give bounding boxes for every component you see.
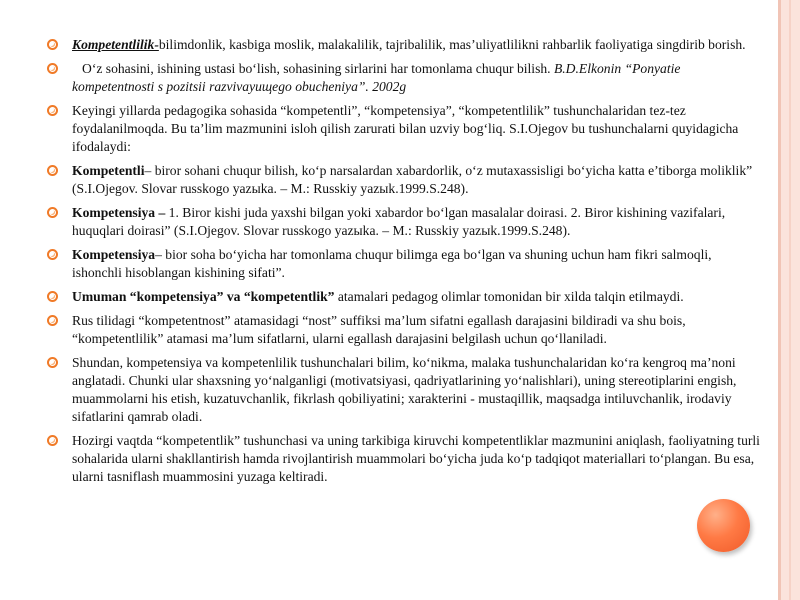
term-label: Kompetentlilik- [72,37,159,52]
list-item [46,288,764,306]
term-label: Kompetensiya – [72,205,169,220]
item-text: Hozirgi vaqtda “kompetentlik” tushunchasi va uning tarkibiga kiruvchi kompetentliklar mazmunini aniqlash, faoliyatning turli sohalarida ularni shakllantirish hamda rivojlantirish muammolari bo‘yicha juda ko‘p tadqiqot materiallari to‘plangan. Bu esa, ularni tasniflash muammosini yuzaga keltiradi. [72,433,760,484]
bullet-icon [47,435,58,446]
bullet-icon [47,165,58,176]
item-text: – bior soha bo‘yicha har tomonlama chuqur bilimga ega bo‘lgan va shuning uchun ham fikri salmoqli, ishonchli hisoblangan kishining sifati”. [72,247,712,280]
item-text: 1. Biror kishi juda yaxshi bilgan yoki xabardor bo‘lgan masalalar doirasi. 2. Biror kishining vazifalari, huquqlari doirasi” (S.I.Ojegov. Slovar russkogo yazыka. – M.: Russkiy yazыk.1999.S.248). [72,205,726,238]
bullet-list [46,36,764,492]
term-label: Umuman “kompetensiya” va “kompetentlik” [72,289,335,304]
item-text: atamalari pedagog olimlar tomonidan bir xilda talqin etilmaydi. [334,289,684,304]
bullet-icon [47,105,58,116]
item-text: Rus tilidagi “kompetentnost” atamasidagi “nost” suffiksi ma’lum sifatni egallash darajasini bildiradi va shu bois, “kompetentlilik” atamasi ma’lum sifatlarni, ularni egallash darajasini belgilash uchun qo‘llaniladi. [72,313,686,346]
list-item [46,60,764,96]
term-label: Kompetensiya [72,247,156,262]
citation-text: B.D.Elkonin “Ponyatie kompetentnosti s pozitsii razvivayuщego obucheniya”. 2002g [72,61,681,94]
item-text: bilimdonlik, kasbiga moslik, malakalilik, tajribalilik, mas’uliyatlilikni rahbarlik faoliyatiga singdirib borish. [158,37,746,52]
bullet-icon [47,291,58,302]
list-item [46,36,764,54]
list-item [46,162,764,198]
list-item [46,246,764,282]
list-item [46,432,764,486]
list-item [46,204,764,240]
list-item [46,354,764,426]
list-item [46,312,764,348]
item-text: O‘z sohasini, ishining ustasi bo‘lish, sohasining sirlarini har tomonlama chuqur bilish. [82,61,554,76]
item-text: Shundan, kompetensiya va kompetenlilik tushunchalari bilim, ko‘nikma, malaka tushunchalaridan ko‘ra kengroq ma’noni anglatadi. Chunki ular shaxsning yo‘nalganligi (motivatsiyasi, qadriyatlarining yo‘nalishlari), uning stereotiplarini engish, muammolarni his etish, kuzatuvchanlik, fikrlash qobiliyatini; xarakterini - mustaqillik, maqsadga intiluvchanlik, irodaviy sifatlarini qamrab oladi. [72,355,737,424]
side-decoration-bar [778,0,800,600]
bullet-icon [47,207,58,218]
item-text: Keyingi yillarda pedagogika sohasida “kompetentli”, “kompetensiya”, “kompetentlilik” tushunchalaridan tez-tez foydalanilmoqda. Bu ta’lim mazmunini isloh qilish zarurati bilan uzviy bog‘liq. S.I.Ojegov bu tushunchalarni quyidagicha ifodalaydi: [72,103,739,154]
bullet-icon [47,357,58,368]
bullet-icon [47,249,58,260]
item-text: – biror sohani chuqur bilish, ko‘p narsalardan xabardorlik, o‘z mutaxassisligi bo‘yicha katta e’tiborga moliklik” (S.I.Ojegov. Slovar russkogo yazыka. – M.: Russkiy yazыk.1999.S.248). [72,163,753,196]
bullet-icon [47,63,58,74]
decorative-orange-circle [697,499,750,552]
term-label: Kompetentli [72,163,145,178]
side-decoration-line [789,0,791,600]
bullet-icon [47,39,58,50]
bullet-icon [47,315,58,326]
list-item [46,102,764,156]
